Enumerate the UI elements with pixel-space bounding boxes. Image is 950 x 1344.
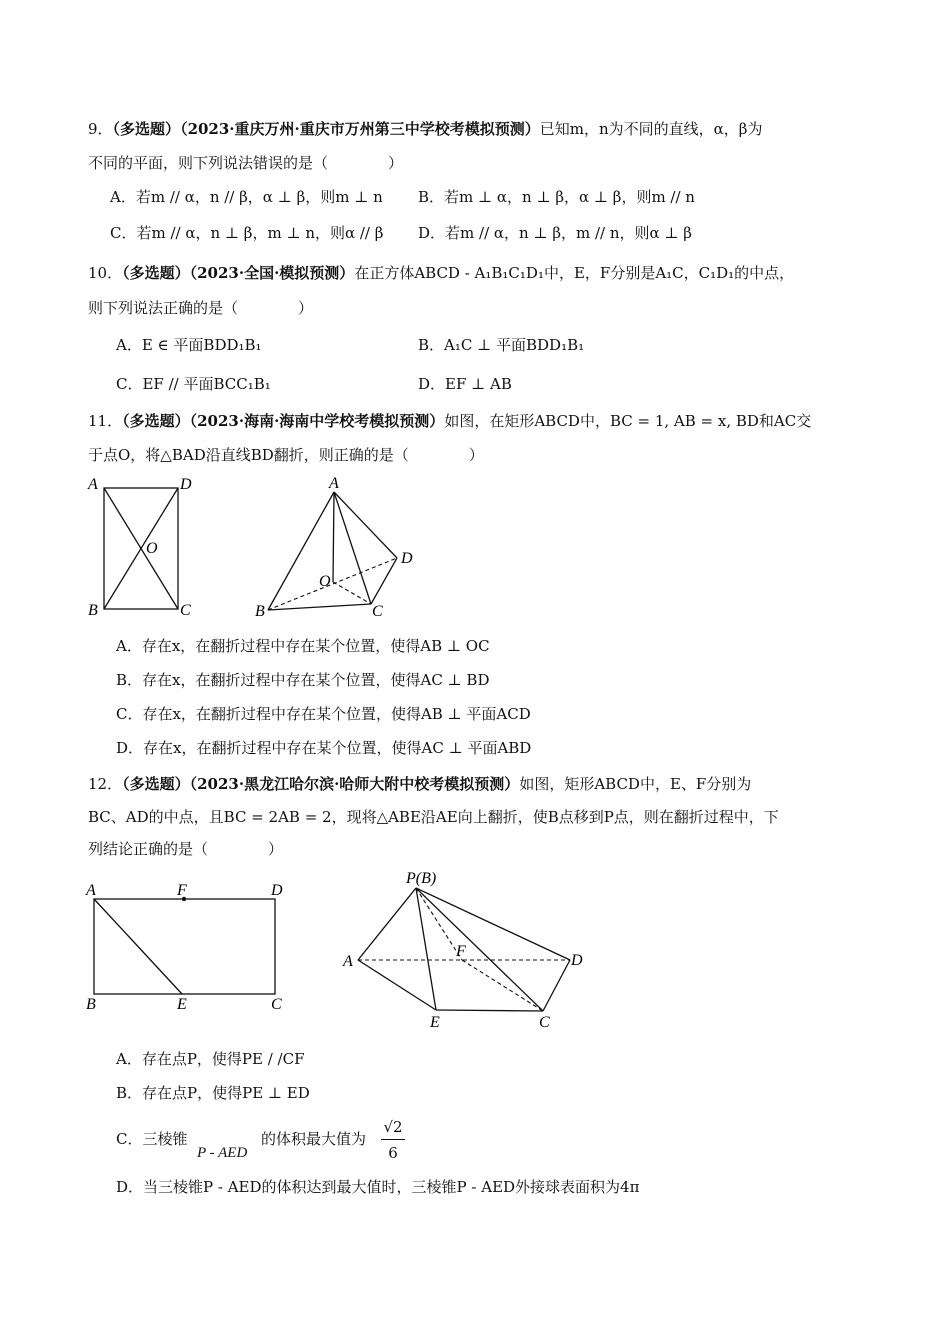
q11-edge-ac — [334, 492, 371, 604]
q9-stem-line2: 不同的平面，则下列说法错误的是（ ） — [88, 154, 404, 172]
q11-number: 11． — [88, 412, 123, 430]
q12-stem-line1: 如图，矩形ABCD中，E、F分别为 — [519, 775, 752, 793]
q12-fig2-label-c: C — [539, 1014, 550, 1031]
q12-option-c-prefix: C．三棱锥 — [116, 1130, 188, 1148]
q11-fig1-label-o: O — [146, 540, 158, 557]
q12-fig1-label-f: F — [177, 882, 187, 899]
q12-rect-abcd — [94, 899, 275, 994]
q11-source: （2023·海南·海南中学校考模拟预测） — [189, 412, 445, 430]
q11-fig1-label-c: C — [180, 602, 191, 619]
q11-edge-bc — [268, 604, 371, 610]
q12-fig1-label-e: E — [177, 996, 187, 1013]
q11-fig2-label-b: B — [255, 603, 265, 620]
q12-option-b: B．存在点P，使得PE ⊥ ED — [116, 1084, 310, 1102]
q9-stem-line1: 已知m，n为不同的直线，α，β为 — [539, 120, 763, 138]
q10-option-d: D．EF ⊥ AB — [418, 375, 512, 393]
q10-option-c: C．EF // 平面BCC₁B₁ — [116, 375, 271, 393]
q11-fig1-label-a: A — [88, 476, 98, 493]
q12-folded-figure — [340, 865, 600, 1035]
q12-fig2-label-f: F — [456, 943, 466, 960]
q12-fig1-label-c: C — [271, 996, 282, 1013]
q12-fig1-label-b: B — [86, 996, 96, 1013]
q9-option-a: A．若m // α，n // β，α ⊥ β，则m ⊥ n — [110, 188, 383, 206]
q12-edge-ae — [358, 960, 436, 1010]
q11-option-a: A．存在x，在翻折过程中存在某个位置，使得AB ⊥ OC — [116, 637, 490, 655]
q12-edge-pa — [358, 888, 416, 960]
q12-fig2-label-a: A — [343, 953, 353, 970]
q12-type: （多选题） — [122, 775, 190, 793]
q9-type: （多选题） — [112, 120, 181, 138]
q10-number: 10． — [88, 264, 123, 282]
q12-stem-line2: BC、AD的中点，且BC = 2AB = 2，现将△ABE沿AE向上翻折，使B点移到P点，则在翻折过程中，下 — [88, 808, 779, 826]
q11-edge-ad — [334, 492, 397, 558]
q10-type: （多选题） — [122, 264, 190, 282]
q12-header — [88, 773, 751, 795]
q11-fig2-label-a: A — [329, 475, 339, 492]
q10-stem-line2: 则下列说法正确的是（ ） — [88, 299, 314, 317]
q12-option-a: A．存在点P，使得PE / /CF — [116, 1050, 305, 1068]
q12-rectangle-figure — [80, 875, 295, 1015]
q10-option-b: B．A₁C ⊥ 平面BDD₁B₁ — [418, 336, 585, 354]
q12-fig1-label-d: D — [271, 882, 283, 899]
q11-header — [88, 410, 811, 432]
q12-fraction-numerator: √2 — [383, 1118, 403, 1136]
q12-number: 12． — [88, 775, 123, 793]
q11-edge-cd — [371, 558, 397, 604]
q12-edge-ec — [436, 1010, 543, 1011]
q11-fig1-label-d: D — [180, 476, 192, 493]
q12-fig2-label-p: P(B) — [406, 870, 437, 887]
q11-rectangle-figure — [80, 470, 220, 620]
q10-source: （2023·全国·模拟预测） — [189, 264, 355, 282]
q11-stem-line1: 如图，在矩形ABCD中，BC = 1, AB = x, BD和AC交 — [444, 412, 812, 430]
q12-fraction-bar — [381, 1139, 405, 1140]
q9-number: 9． — [88, 120, 113, 138]
q11-option-b: B．存在x，在翻折过程中存在某个位置，使得AC ⊥ BD — [116, 671, 490, 689]
q12-edge-cd — [543, 960, 570, 1011]
q9-option-c: C．若m // α，n ⊥ β，m ⊥ n，则α // β — [110, 224, 384, 242]
q9-source: （2023·重庆万州·重庆市万州第三中学校考模拟预测） — [180, 120, 540, 138]
q9-option-b: B．若m ⊥ α，n ⊥ β，α ⊥ β，则m // n — [418, 188, 695, 206]
q12-segment-ae — [94, 899, 182, 994]
q12-dashed-fc — [462, 960, 543, 1011]
q12-edge-pe — [416, 888, 436, 1010]
q11-fig2-label-o: O — [319, 573, 331, 590]
q11-option-c: C．存在x，在翻折过程中存在某个位置，使得AB ⊥ 平面ACD — [116, 705, 531, 723]
q12-option-d: D．当三棱锥P - AED的体积达到最大值时，三棱锥P - AED外接球表面积为4π — [116, 1178, 640, 1196]
q11-option-d: D．存在x，在翻折过程中存在某个位置，使得AC ⊥ 平面ABD — [116, 739, 532, 757]
q11-fig2-label-c: C — [372, 603, 383, 620]
q11-edge-ao — [333, 492, 334, 582]
q12-fig1-label-a: A — [86, 882, 96, 899]
q12-fraction-denominator: 6 — [388, 1144, 398, 1162]
q11-folded-figure — [250, 470, 430, 620]
q11-type: （多选题） — [122, 412, 190, 430]
q12-stem-line3: 列结论正确的是（ ） — [88, 840, 284, 858]
q11-fig1-label-b: B — [88, 602, 98, 619]
q12-option-c-cone: P - AED — [197, 1145, 248, 1161]
q12-option-c-mid: 的体积最大值为 — [261, 1130, 367, 1148]
q9-header — [88, 118, 762, 140]
q12-source: （2023·黑龙江哈尔滨·哈师大附中校考模拟预测） — [189, 775, 520, 793]
q10-option-a: A．E ∈ 平面BDD₁B₁ — [116, 336, 262, 354]
q11-stem-line2: 于点O，将△BAD沿直线BD翻折，则正确的是（ ） — [88, 446, 484, 464]
q10-stem-line1: 在正方体ABCD - A₁B₁C₁D₁中，E，F分别是A₁C，C₁D₁的中点， — [354, 264, 795, 282]
q12-fig2-label-e: E — [430, 1014, 440, 1031]
q11-fig2-label-d: D — [401, 550, 413, 567]
q9-option-d: D．若m // α，n ⊥ β，m // n，则α ⊥ β — [418, 224, 692, 242]
q12-edge-pc — [416, 888, 543, 1011]
q10-header — [88, 262, 794, 284]
q12-fig2-label-d: D — [571, 952, 583, 969]
q11-edge-ab — [268, 492, 334, 610]
